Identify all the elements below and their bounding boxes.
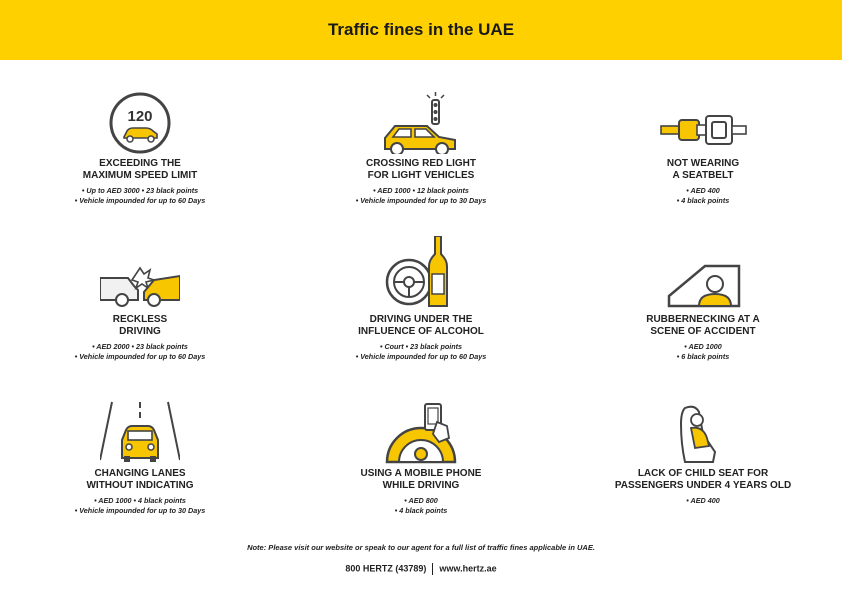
fine-title: CHANGING LANES WITHOUT INDICATING <box>86 468 194 491</box>
fine-detail-line: • AED 1000 • 4 black points <box>94 496 186 505</box>
fine-card-changing-lanes <box>10 400 270 516</box>
fine-detail-line: • AED 400 <box>686 496 720 505</box>
fine-title: RUBBERNECKING AT A SCENE OF ACCIDENT <box>646 314 760 337</box>
fine-title: NOT WEARING A SEATBELT <box>666 158 740 181</box>
fine-details <box>10 496 270 516</box>
fine-details <box>573 186 833 206</box>
fine-detail-line: • AED 800 <box>404 496 438 505</box>
fine-details <box>10 186 270 206</box>
fine-card-rubbernecking <box>573 240 833 362</box>
website-link[interactable]: www.hertz.ae <box>439 563 497 574</box>
fine-card-drunk-driving <box>291 236 551 362</box>
fine-detail-line: • 4 black points <box>394 506 448 515</box>
fine-card-mobile-phone <box>291 402 551 516</box>
fine-title: EXCEEDING THE MAXIMUM SPEED LIMIT <box>82 158 198 181</box>
phone-number: 800 HERTZ (43789) <box>345 563 427 574</box>
mobile-phone-wheel-icon <box>381 402 461 464</box>
fine-detail-line: • Vehicle impounded for up to 60 Days <box>74 196 206 205</box>
fine-card-speeding <box>10 92 270 206</box>
fine-detail-line: • Up to AED 3000 • 23 black points <box>81 186 199 195</box>
child-seat-icon <box>663 404 743 464</box>
fine-detail-line: • Vehicle impounded for up to 30 Days <box>355 196 487 205</box>
fine-detail-line: • Vehicle impounded for up to 30 Days <box>74 506 206 515</box>
fine-title: USING A MOBILE PHONE WHILE DRIVING <box>360 468 482 491</box>
fine-detail-line: • AED 400 <box>686 186 720 195</box>
fine-details <box>291 496 551 516</box>
header-banner <box>0 0 842 60</box>
fine-detail-line: • 6 black points <box>676 352 730 361</box>
fine-card-child-seat <box>573 404 833 506</box>
speed-limit-value: 120 <box>127 108 153 125</box>
changing-lanes-icon <box>100 400 180 464</box>
fine-detail-line: • Vehicle impounded for up to 60 Days <box>355 352 487 361</box>
car-collision-icon <box>100 238 180 310</box>
fine-detail-line: • 4 black points <box>676 196 730 205</box>
fine-title: CROSSING RED LIGHT FOR LIGHT VEHICLES <box>365 158 476 181</box>
fine-details <box>573 496 833 506</box>
contact-line <box>0 563 842 575</box>
fine-detail-line: • AED 2000 • 23 black points <box>92 342 188 351</box>
fine-detail-line: • Court • 23 black points <box>379 342 463 351</box>
page-title: Traffic fines in the UAE <box>327 20 515 39</box>
fine-details <box>10 342 270 362</box>
fine-detail-line: • AED 1000 • 12 black points <box>373 186 469 195</box>
fine-title: DRIVING UNDER THE INFLUENCE OF ALCOHOL <box>358 314 484 337</box>
fine-detail-line: • AED 1000 <box>684 342 722 351</box>
fine-card-red-light <box>291 92 551 206</box>
car-red-light-icon <box>381 92 461 154</box>
fine-title: LACK OF CHILD SEAT FOR PASSENGERS UNDER 4 YEARS OLD <box>614 468 792 491</box>
fine-details <box>291 186 551 206</box>
footer-note: Note: Please visit our website or speak to our agent for a full list of traffic fines applicable in UAE. <box>247 543 595 552</box>
speed-limit-sign-icon <box>100 92 180 154</box>
fine-details <box>573 342 833 362</box>
fine-card-seatbelt <box>573 92 833 206</box>
seatbelt-icon <box>653 92 753 154</box>
fine-detail-line: • Vehicle impounded for up to 60 Days <box>74 352 206 361</box>
fine-title: RECKLESS DRIVING <box>112 314 168 337</box>
fine-details <box>291 342 551 362</box>
fine-card-reckless-driving <box>10 238 270 362</box>
rubbernecking-driver-icon <box>663 240 743 310</box>
steering-wheel-bottle-icon <box>381 236 461 310</box>
divider <box>432 563 433 575</box>
